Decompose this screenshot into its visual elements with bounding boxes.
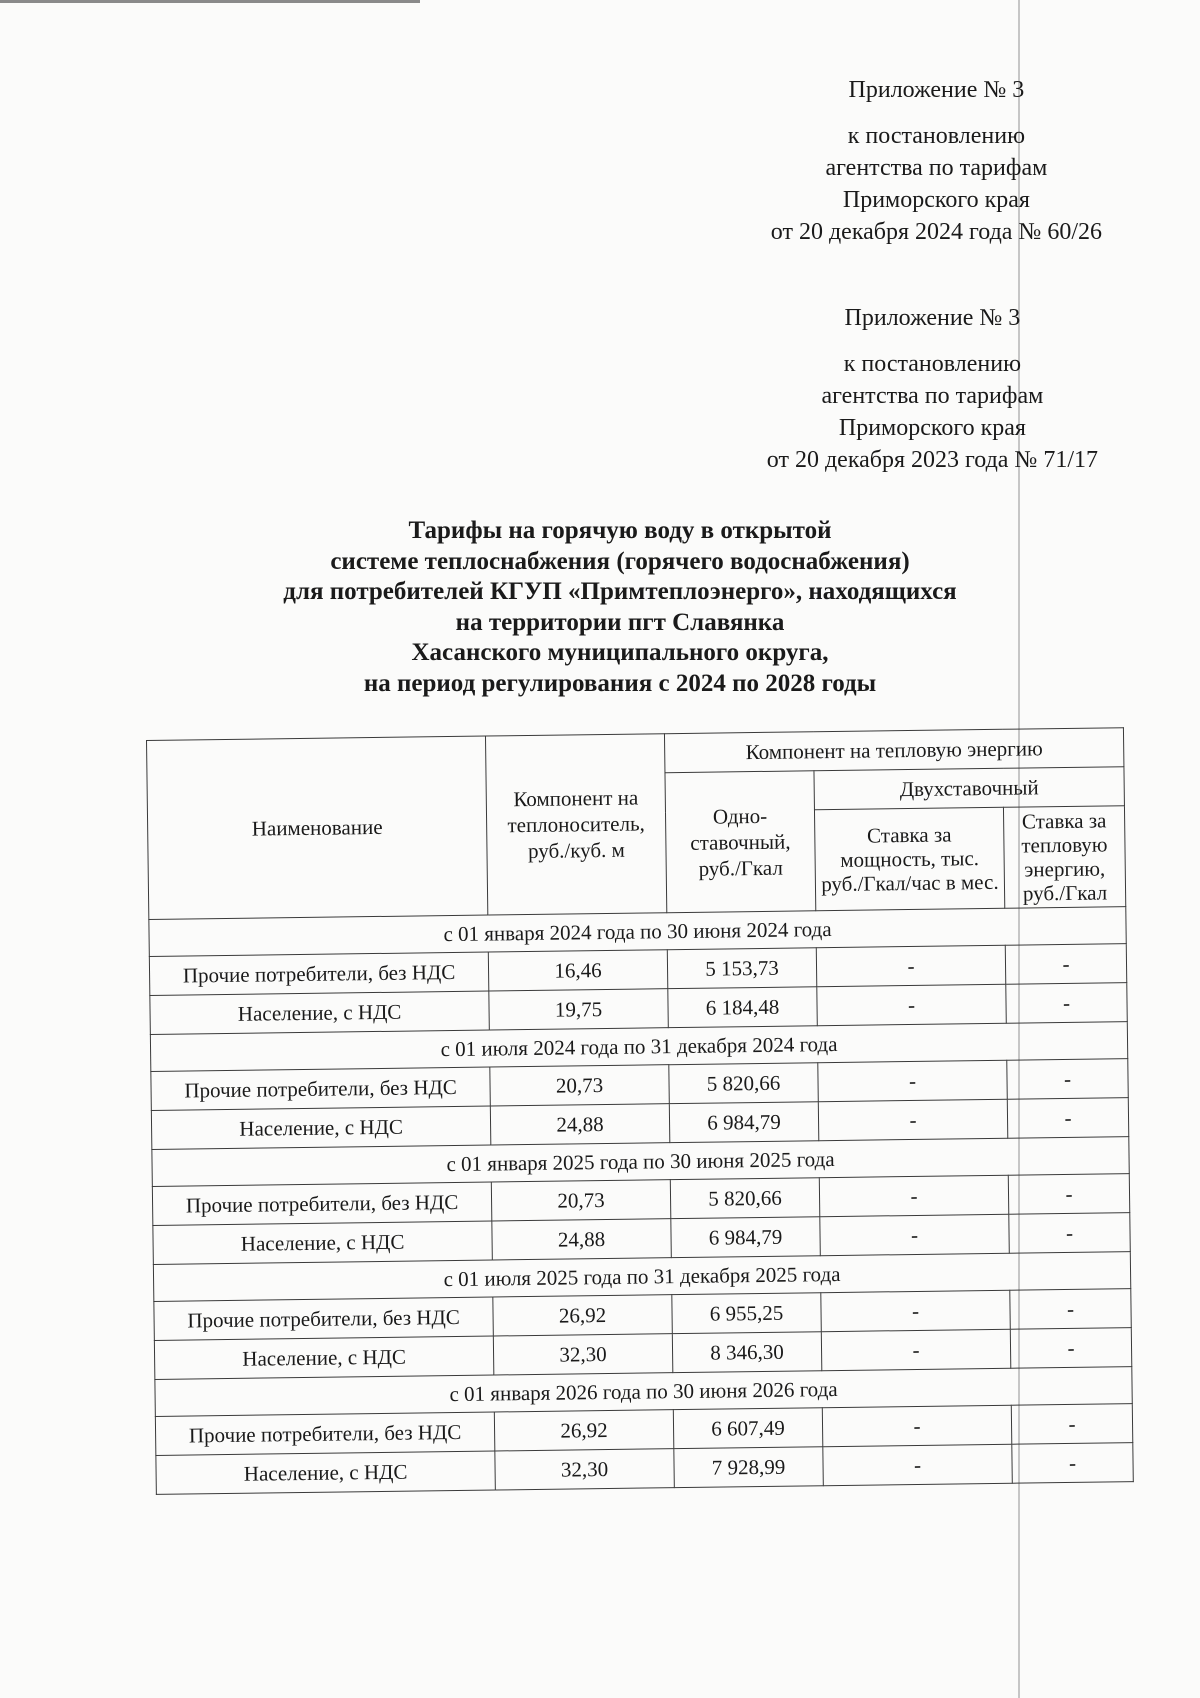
appendix-block-previous bbox=[767, 302, 1098, 476]
appendix-date-line: от 20 декабря 2023 года № 71/17 bbox=[766, 447, 1098, 473]
appendix-title: Приложение № 3 bbox=[848, 77, 1025, 103]
capacity-rate-value: - bbox=[817, 984, 1006, 1025]
period-label: с 01 января 2025 года по 30 июня 2025 года bbox=[152, 1137, 1129, 1187]
energy-rate-value: - bbox=[1008, 1174, 1130, 1215]
one-rate-value: 8 346,30 bbox=[672, 1332, 821, 1373]
document-title bbox=[200, 516, 1040, 699]
one-rate-value: 5 820,66 bbox=[670, 1178, 819, 1219]
title-line: на территории пгт Славянка bbox=[455, 608, 785, 636]
row-name: Население, с НДС bbox=[150, 991, 489, 1034]
capacity-rate-value: - bbox=[821, 1329, 1010, 1370]
carrier-value: 16,46 bbox=[488, 950, 667, 991]
header-one-rate: Одно-ставочный, руб./Гкал bbox=[665, 771, 816, 913]
tariff-table bbox=[146, 727, 1134, 1495]
title-line: Хасанского муниципального округа, bbox=[411, 639, 829, 666]
one-rate-value: 7 928,99 bbox=[674, 1447, 823, 1488]
carrier-value: 26,92 bbox=[493, 1295, 672, 1336]
carrier-value: 24,88 bbox=[490, 1104, 669, 1145]
one-rate-value: 6 984,79 bbox=[669, 1102, 818, 1143]
energy-rate-value: - bbox=[1009, 1213, 1131, 1254]
header-name: Наименование bbox=[147, 736, 488, 919]
row-name: Прочие потребители, без НДС bbox=[149, 952, 488, 995]
energy-rate-value: - bbox=[1010, 1289, 1132, 1330]
one-rate-value: 6 607,49 bbox=[673, 1408, 822, 1449]
appendix-line: Приморского края bbox=[842, 187, 1030, 213]
carrier-value: 20,73 bbox=[490, 1065, 669, 1106]
energy-rate-value: - bbox=[1007, 1098, 1129, 1139]
one-rate-value: 6 184,48 bbox=[668, 987, 817, 1028]
appendix-line: Приморского края bbox=[838, 415, 1026, 441]
appendix-line: к постановлению bbox=[843, 351, 1022, 377]
header-heat-component: Компонент на тепловую энергию bbox=[664, 728, 1123, 773]
capacity-rate-value: - bbox=[820, 1214, 1009, 1255]
row-name: Население, с НДС bbox=[153, 1221, 492, 1264]
capacity-rate-value: - bbox=[818, 1060, 1007, 1101]
period-label: с 01 июля 2025 года по 31 декабря 2025 года bbox=[153, 1252, 1130, 1302]
energy-rate-value: - bbox=[1006, 983, 1128, 1024]
title-line: на период регулирования с 2024 по 2028 годы bbox=[363, 669, 877, 697]
energy-rate-value: - bbox=[1010, 1328, 1132, 1369]
one-rate-value: 6 955,25 bbox=[672, 1293, 821, 1334]
carrier-value: 19,75 bbox=[489, 989, 668, 1030]
carrier-value: 32,30 bbox=[493, 1334, 672, 1375]
appendix-title: Приложение № 3 bbox=[844, 305, 1021, 331]
energy-rate-value: - bbox=[1011, 1404, 1133, 1445]
capacity-rate-value: - bbox=[823, 1444, 1012, 1485]
appendix-line: агентства по тарифам bbox=[821, 383, 1044, 409]
row-name: Население, с НДС bbox=[154, 1336, 493, 1379]
capacity-rate-value: - bbox=[822, 1405, 1011, 1446]
capacity-rate-value: - bbox=[818, 1099, 1007, 1140]
period-label: с 01 января 2026 года по 30 июня 2026 года bbox=[155, 1367, 1132, 1417]
appendix-date-line: от 20 декабря 2024 года № 60/26 bbox=[770, 219, 1102, 245]
carrier-value: 24,88 bbox=[492, 1219, 671, 1260]
tariff-table-body bbox=[149, 907, 1133, 1495]
row-name: Прочие потребители, без НДС bbox=[155, 1412, 494, 1455]
energy-rate-value: - bbox=[1005, 944, 1127, 985]
energy-rate-value: - bbox=[1012, 1443, 1134, 1484]
appendix-line: к постановлению bbox=[847, 123, 1026, 149]
period-label: с 01 июля 2024 года по 31 декабря 2024 года bbox=[150, 1022, 1127, 1072]
row-name: Прочие потребители, без НДС bbox=[154, 1297, 493, 1340]
row-name: Прочие потребители, без НДС bbox=[151, 1067, 490, 1110]
title-line: Тарифы на горячую воду в открытой bbox=[408, 517, 832, 544]
carrier-value: 32,30 bbox=[495, 1449, 674, 1490]
scan-edge bbox=[0, 0, 420, 3]
period-label: с 01 января 2024 года по 30 июня 2024 года bbox=[149, 907, 1126, 957]
header-capacity-rate: Ставка за мощность, тыс. руб./Гкал/час в мес. bbox=[814, 807, 1004, 910]
capacity-rate-value: - bbox=[821, 1290, 1010, 1331]
header-energy-rate: Ставка за тепловую энергию, руб./Гкал bbox=[1003, 806, 1125, 909]
one-rate-value: 5 820,66 bbox=[669, 1063, 818, 1104]
header-two-rate: Двухставочный bbox=[814, 767, 1124, 810]
carrier-value: 20,73 bbox=[491, 1180, 670, 1221]
title-line: системе теплоснабжения (горячего водоснабжения) bbox=[330, 547, 910, 575]
one-rate-value: 6 984,79 bbox=[671, 1217, 820, 1258]
title-line: для потребителей КГУП «Примтеплоэнерго», находящихся bbox=[283, 578, 957, 605]
appendix-line: агентства по тарифам bbox=[825, 155, 1048, 181]
energy-rate-value: - bbox=[1007, 1059, 1129, 1100]
carrier-value: 26,92 bbox=[494, 1410, 673, 1451]
one-rate-value: 5 153,73 bbox=[667, 948, 816, 989]
row-name: Население, с НДС bbox=[156, 1451, 495, 1494]
row-name: Прочие потребители, без НДС bbox=[152, 1182, 491, 1225]
row-name: Население, с НДС bbox=[151, 1106, 490, 1149]
capacity-rate-value: - bbox=[819, 1175, 1008, 1216]
appendix-block-current bbox=[771, 74, 1102, 248]
header-carrier: Компонент на теплоноситель, руб./куб. м bbox=[485, 734, 666, 915]
capacity-rate-value: - bbox=[816, 945, 1005, 986]
